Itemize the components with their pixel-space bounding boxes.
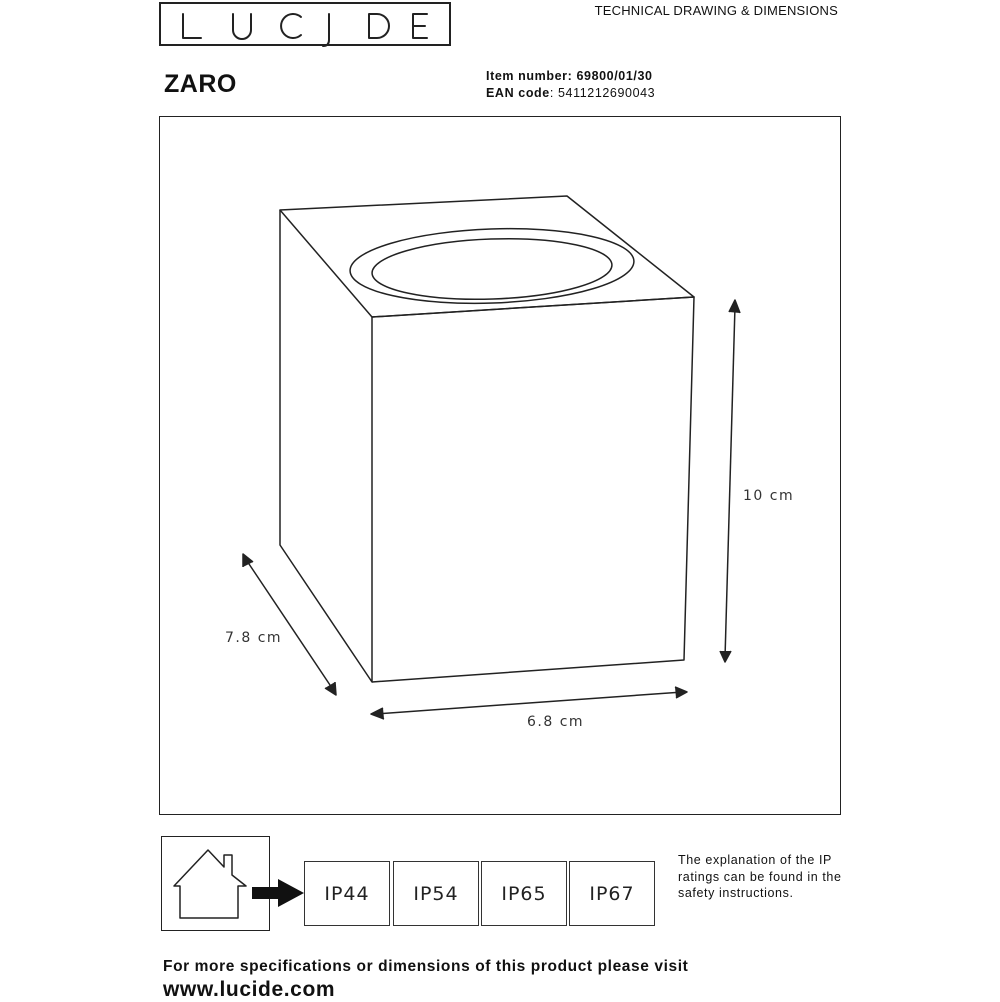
- item-number-line: [486, 69, 653, 83]
- item-number-value: : 69800/01/30: [567, 69, 653, 83]
- ean-code-label: EAN code: [486, 86, 550, 100]
- ip-badge-ip54: IP54: [393, 861, 479, 926]
- ip-badge-ip44: IP44: [304, 861, 390, 926]
- website-link[interactable]: www.lucide.com: [163, 978, 336, 1001]
- width-dimension-label: 6.8 cm: [527, 714, 585, 730]
- height-arrow: [720, 300, 740, 662]
- ean-code-line: [486, 86, 655, 100]
- brand-logo: [159, 2, 451, 46]
- ip-rating-note: The explanation of the IP ratings can be found in the safety instructions.: [678, 853, 842, 900]
- brand-logo-wordmark: [161, 4, 453, 48]
- product-name: ZARO: [164, 70, 237, 98]
- top-ring-outer: [349, 224, 635, 308]
- document-type: TECHNICAL DRAWING & DIMENSIONS: [594, 3, 838, 18]
- box-front-face: [372, 297, 694, 682]
- arrow-right-icon: [250, 877, 306, 909]
- footer-text: For more specifications or dimensions of this product please visit: [163, 958, 689, 975]
- ean-code-value: : 5411212690043: [549, 86, 656, 100]
- box-left-face: [280, 210, 372, 682]
- depth-dimension-label: 7.8 cm: [225, 630, 283, 646]
- product-drawing: [159, 116, 841, 815]
- ip-badge-ip67: IP67: [569, 861, 655, 926]
- depth-arrow: [243, 554, 336, 695]
- ip-badge-ip65: IP65: [481, 861, 567, 926]
- height-dimension-label: 10 cm: [743, 488, 795, 504]
- item-number-label: Item number: [486, 69, 568, 83]
